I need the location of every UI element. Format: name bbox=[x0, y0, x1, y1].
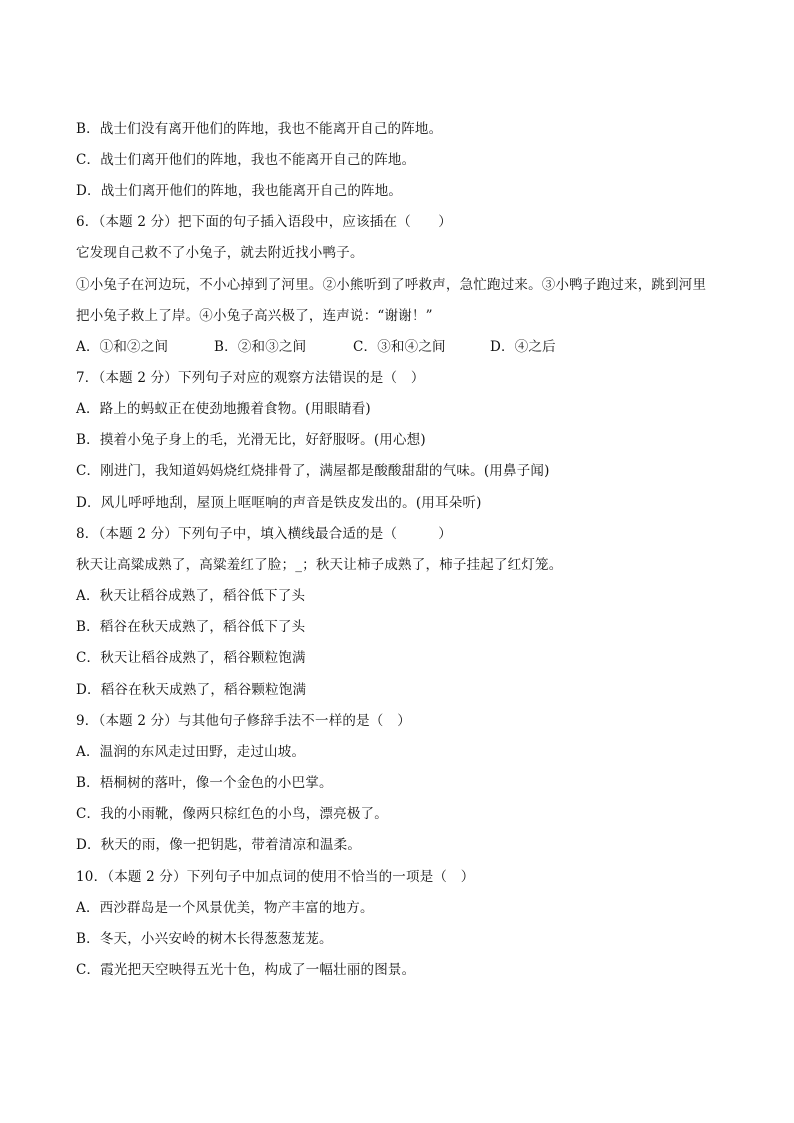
q7-option-c: C．刚进门，我知道妈妈烧红烧排骨了，满屋都是酸酸甜甜的气味。(用鼻子闻) bbox=[76, 463, 550, 479]
q6-option-a: A．①和②之间 bbox=[76, 339, 169, 355]
q8-question: 8．（本题 2 分）下列句子中，填入横线最合适的是（ ） bbox=[76, 526, 453, 542]
q6-option-c: C．③和④之间 bbox=[353, 339, 446, 355]
q5-option-c: C．战士们离开他们的阵地，我也不能离开自己的阵地。 bbox=[76, 152, 416, 168]
q6-passage-line-1: ①小兔子在河边玩，不小心掉到了河里。②小熊听到了呼救声，急忙跑过来。③小鸭子跑过来，跳到河里 bbox=[76, 277, 707, 293]
q9-option-a: A．温润的东风走过田野，走过山坡。 bbox=[76, 744, 306, 760]
q7-question: 7．（本题 2 分）下列句子对应的观察方法错误的是（ ） bbox=[76, 370, 425, 386]
q8-option-c: C．秋天让稻谷成熟了，稻谷颗粒饱满 bbox=[76, 650, 306, 666]
q8-option-b: B．稻谷在秋天成熟了，稻谷低下了头 bbox=[76, 619, 306, 635]
q10-option-c: C．霞光把天空映得五光十色，构成了一幅壮丽的图景。 bbox=[76, 962, 416, 978]
q9-question: 9．（本题 2 分）与其他句子修辞手法不一样的是（ ） bbox=[76, 713, 411, 729]
q6-insert-sentence: 它发现自己救不了小兔子，就去附近找小鸭子。 bbox=[76, 245, 364, 261]
q10-option-b: B．冬天，小兴安岭的树木长得葱葱茏茏。 bbox=[76, 931, 333, 947]
q10-question: 10．（本题 2 分）下列句子中加点词的使用不恰当的一项是（ ） bbox=[76, 869, 475, 885]
q6-option-d: D．④之后 bbox=[490, 339, 556, 355]
q9-option-d: D．秋天的雨，像一把钥匙，带着清凉和温柔。 bbox=[76, 837, 362, 853]
q6-options bbox=[76, 337, 556, 357]
q10-option-a: A．西沙群岛是一个风景优美，物产丰富的地方。 bbox=[76, 900, 374, 916]
q7-option-a: A．路上的蚂蚁正在使劲地搬着食物。(用眼睛看) bbox=[76, 401, 371, 417]
q8-option-a: A．秋天让稻谷成熟了，稻谷低下了头 bbox=[76, 588, 306, 604]
q8-sentence: 秋天让高粱成熟了，高粱羞红了脸；_；秋天让柿子成熟了，柿子挂起了红灯笼。 bbox=[76, 557, 563, 573]
q9-option-c: C．我的小雨靴，像两只棕红色的小鸟，漂亮极了。 bbox=[76, 806, 388, 822]
q6-passage-line-2: 把小兔子救上了岸。④小兔子高兴极了，连声说：“谢谢！” bbox=[76, 308, 433, 324]
q6-question: 6．（本题 2 分）把下面的句子插入语段中，应该插在（ ） bbox=[76, 214, 453, 230]
q7-option-b: B．摸着小兔子身上的毛，光滑无比，好舒服呀。(用心想) bbox=[76, 432, 426, 448]
q5-option-b: B．战士们没有离开他们的阵地，我也不能离开自己的阵地。 bbox=[76, 121, 443, 137]
q7-option-d: D．风儿呼呼地刮，屋顶上哐哐响的声音是铁皮发出的。(用耳朵听) bbox=[76, 495, 482, 511]
q6-option-b: B．②和③之间 bbox=[214, 339, 307, 355]
q5-option-d: D．战士们离开他们的阵地，我也能离开自己的阵地。 bbox=[76, 183, 403, 199]
q9-option-b: B．梧桐树的落叶，像一个金色的小巴掌。 bbox=[76, 775, 333, 791]
q8-option-d: D．稻谷在秋天成熟了，稻谷颗粒饱满 bbox=[76, 682, 307, 698]
